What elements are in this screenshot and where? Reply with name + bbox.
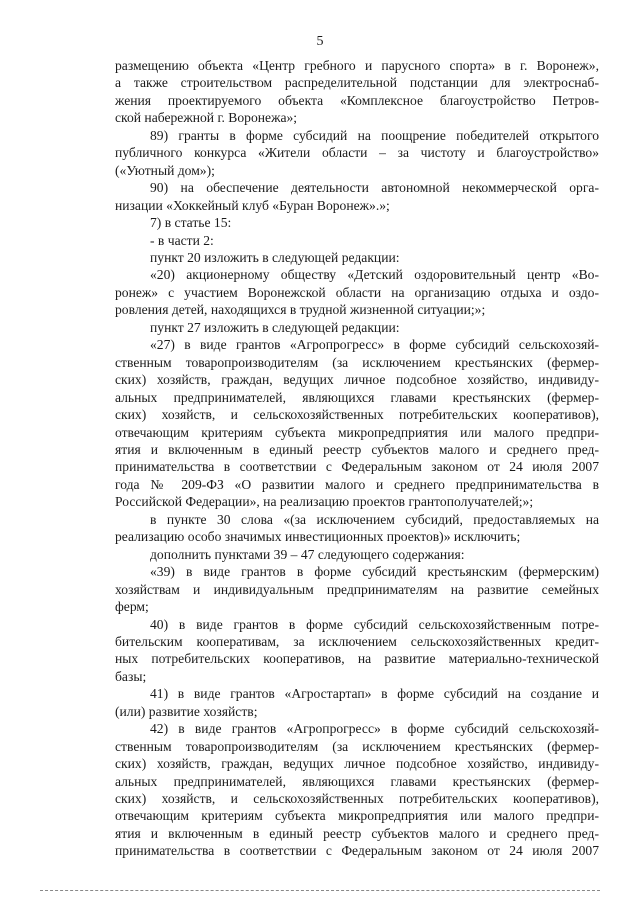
text-line: публичного конкурса «Жители области – за чистоту и благоустройство» [115, 145, 599, 161]
text-line: ятия и включенным в единый реестр субъектов малого и среднего пред- [115, 825, 599, 841]
text-line: жения проектируемого объекта «Комплексное благоустройство Петров- [115, 92, 599, 108]
page-bottom-edge [40, 890, 600, 891]
text-line: принимательства в соответствии с Федеральным законом от 24 июля 2007 [115, 843, 599, 859]
text-line: базы; [115, 668, 147, 684]
text-line: реализацию особо значимых инвестиционных проектов)» исключить; [115, 529, 521, 545]
text-line: ственным товаропроизводителям (за исключением крестьянских (фермер- [115, 738, 599, 754]
text-line: дополнить пунктами 39 – 47 следующего содержания: [150, 546, 465, 562]
text-line: (или) развитие хозяйств; [115, 703, 258, 719]
text-line: ских) хозяйств, граждан, ведущих личное подсобное хозяйство, индивиду- [115, 756, 599, 772]
text-line: года № 209-ФЗ «О развитии малого и среднего предпринимательства в [115, 476, 599, 492]
text-line: ятия и включенным в единый реестр субъектов малого и среднего пред- [115, 441, 599, 457]
text-line: («Уютный дом»); [115, 162, 215, 178]
text-line: а также строительством распределительной подстанции для электроснаб- [115, 75, 599, 91]
text-line: 40) в виде грантов в форме субсидий сельскохозяйственным потре- [150, 616, 599, 632]
text-line: в пункте 30 слова «(за исключением субсидий, предоставляемых на [150, 511, 599, 527]
text-line: ской набережной г. Воронежа»; [115, 110, 298, 126]
text-line: «27) в виде грантов «Агропрогресс» в форме субсидий сельскохозяй- [150, 337, 599, 353]
text-line: 90) на обеспечение деятельности автономной некоммерческой орга- [150, 180, 599, 196]
text-line: 89) гранты в форме субсидий на поощрение победителей открытого [150, 127, 599, 143]
text-line: бительским кооперативам, за исключением сельскохозяйственных кредит- [115, 633, 599, 649]
text-line: - в части 2: [150, 232, 214, 248]
text-line: принимательства в соответствии с Федеральным законом от 24 июля 2007 [115, 459, 599, 475]
text-line: ронеж» с участием Воронежской области на организацию отдыха и оздо- [115, 284, 599, 300]
page-number: 5 [316, 34, 324, 49]
text-line: ских) хозяйств, и сельскохозяйственных потребительских кооперативов), [115, 407, 599, 423]
text-line: ственным товаропроизводителям (за исключением крестьянских (фермер- [115, 354, 599, 370]
text-line: «39) в виде грантов в форме субсидий крестьянским (фермерским) [150, 564, 599, 580]
text-line: 41) в виде грантов «Агростартап» в форме субсидий на создание и [150, 686, 599, 702]
text-line: пункт 20 изложить в следующей редакции: [150, 249, 400, 265]
text-line: альных предпринимателей, являющихся главами крестьянских (фермер- [115, 389, 599, 405]
text-line: ских) хозяйств, граждан, ведущих личное подсобное хозяйство, индивиду- [115, 372, 599, 388]
text-line: низации «Хоккейный клуб «Буран Воронеж».»; [115, 197, 390, 213]
text-line: отвечающим критериям субъекта микропредприятия или малого предпри- [115, 424, 599, 440]
text-line: пункт 27 изложить в следующей редакции: [150, 319, 400, 335]
text-line: размещению объекта «Центр гребного и парусного спорта» в г. Воронеж», [115, 58, 599, 73]
text-line: альных предпринимателей, являющихся главами крестьянских (фермер- [115, 773, 599, 789]
document-body [115, 57, 599, 860]
text-line: 7) в статье 15: [150, 215, 232, 231]
text-line: хозяйствам и индивидуальным предпринимателям на развитие семейных [115, 581, 599, 597]
text-line: «20) акционерному обществу «Детский оздоровительный центр «Во- [150, 267, 599, 283]
text-line: ровления детей, находящихся в трудной жизненной ситуации;»; [115, 302, 486, 318]
text-line: отвечающим критериям субъекта микропредприятия или малого предпри- [115, 808, 599, 824]
text-line: ферм; [115, 599, 149, 615]
text-line: 42) в виде грантов «Агропрогресс» в форме субсидий сельскохозяй- [150, 721, 599, 737]
text-line: ных потребительских кооперативов, на развитие материально-технической [115, 651, 599, 667]
text-line: Российской Федерации», на реализацию проектов грантополучателей;»; [115, 494, 534, 510]
text-line: ских) хозяйств, и сельскохозяйственных потребительских кооперативов), [115, 791, 599, 807]
